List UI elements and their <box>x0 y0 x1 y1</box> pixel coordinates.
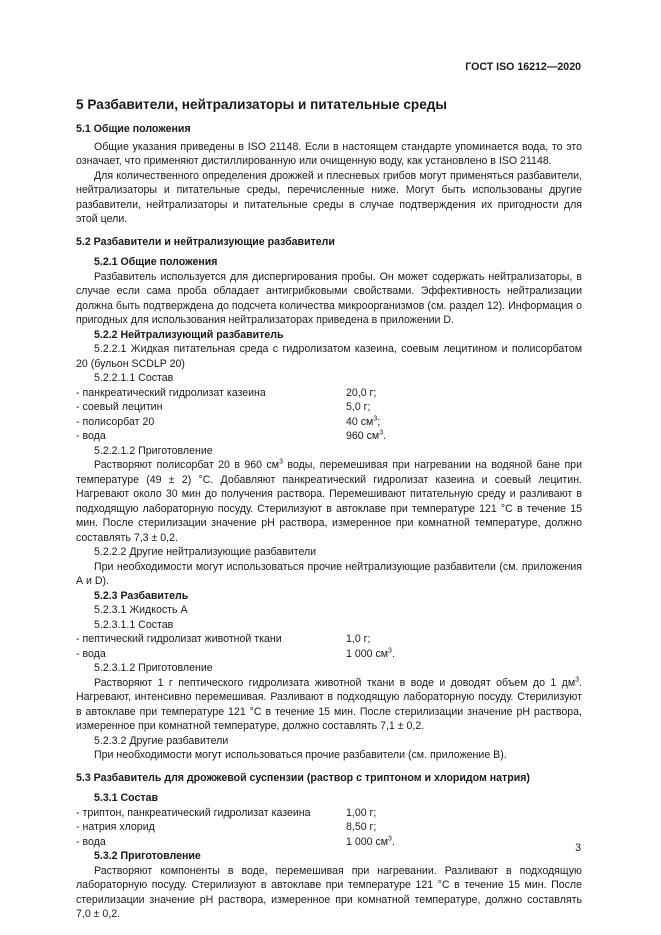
ingredient-name: - вода <box>76 835 106 848</box>
unit-superscript: 3 <box>373 414 378 422</box>
page-number: 3 <box>575 841 581 854</box>
section-5-1-title: 5.1 Общие положения <box>76 123 191 135</box>
composition-row <box>76 647 582 662</box>
ingredient-name: - панкреатический гидролизат казеина <box>76 386 266 399</box>
section-5-1-paragraph-2: Для количественного определения дрожжей и плесневых грибов могут применяться разбавители, нейтрализаторы и питательные среды, перечисленные ниже. Могут быть использованы другие разбавители, нейтрализаторы и питательные среды в случае подтверждения их пригодности для этой цели. <box>76 169 582 225</box>
section-5-2-2-1-1-title: 5.2.2.1.1 Состав <box>94 372 174 384</box>
ingredient-amount: 20,0 г; <box>346 386 377 399</box>
preparation-paragraph-1 <box>76 458 582 545</box>
ingredient-amount: 960 см <box>346 430 380 442</box>
section-5-2-2-2-paragraph: При необходимости могут использоваться прочие нейтрализующие разбавители (см. приложения А и D). <box>76 560 582 587</box>
amount-punctuation: . <box>391 647 395 660</box>
ingredient-amount: 5,0 г; <box>346 401 371 413</box>
prep-text-a: Растворяют полисорбат 20 в 960 см <box>94 459 280 471</box>
page-content <box>76 88 582 922</box>
composition-row <box>76 400 582 415</box>
ingredient-name: - соевый лецитин <box>76 401 163 413</box>
ingredient-amount-group <box>346 835 395 850</box>
section-5-2-1-title: 5.2.1 Общие положения <box>94 256 218 268</box>
ingredient-name: - пептический гидролизат животной ткани <box>76 633 282 645</box>
prep-text-a: Растворяют 1 г пептического гидролизата животной ткани в воде и доводят объем до 1 дм <box>94 676 576 689</box>
section-5-2-3-1-2-title: 5.2.3.1.2 Приготовление <box>94 662 213 674</box>
ingredient-amount: 8,50 г; <box>346 821 377 833</box>
ingredient-amount-group <box>346 415 380 430</box>
composition-row <box>76 632 582 647</box>
preparation-paragraph-2 <box>76 676 582 734</box>
composition-list-3 <box>76 806 582 850</box>
composition-row <box>76 429 582 444</box>
amount-punctuation: ; <box>377 415 381 428</box>
section-5-1-paragraph-1: Общие указания приведены в ISO 21148. Если в настоящем стандарте упоминается вода, то это означает, что применяют дистиллированную или очищенную воду, как установлено в ISO 21148. <box>76 140 582 167</box>
section-5-2-2-title: 5.2.2 Нейтрализующий разбавитель <box>94 328 284 341</box>
section-5-2-title: 5.2 Разбавители и нейтрализующие разбавители <box>76 235 335 248</box>
ingredient-amount: 1,0 г; <box>346 633 371 645</box>
section-5-2-2-1-paragraph: 5.2.2.1 Жидкая питательная среда с гидролизатом казеина, соевым лецитином и полисорбатом 20 (бульон SCDLP 20) <box>76 343 582 370</box>
composition-list-1 <box>76 386 582 444</box>
composition-row <box>76 415 582 430</box>
section-5-2-1-paragraph: Разбавитель используется для диспергирования пробы. Он может содержать нейтрализаторы, в случае если сама проба обладает антигрибковыми свойствами. Эффективность нейтрализации должна быть подтверждена до подсчета количества микроорганизмов (см. раздел 12). Информация о пригодных для использования нейтрализаторах приведена в приложении D. <box>76 270 582 326</box>
ingredient-name: - вода <box>76 647 106 660</box>
section-5-2-3-title: 5.2.3 Разбавитель <box>94 589 189 602</box>
prep-text-b: воды, перемешивая при нагревании на водяной бане при температуре (49 ± 2) °С. Добавляют панкреатический гидролизат казеина и соевый лецитин. Нагревают около 30 мин до получения раствора. Перемешивают питательную среду и разливают в подходящую лабораторную посуду. Стерилизуют в автоклаве при температуре 121 °С в течение 15 мин. После стерилизации значение рН раствора, измеренное при комнатной температуре, должно составлять 7,3 ± 0,2. <box>76 459 582 544</box>
section-5-title: 5 Разбавители, нейтрализаторы и питательные среды <box>76 97 448 112</box>
ingredient-name: - вода <box>76 430 106 442</box>
ingredient-amount-group <box>346 429 386 444</box>
unit-superscript: 3 <box>379 429 384 437</box>
section-5-3-2-paragraph: Растворяют компоненты в воде, перемешивая при нагревании. Разливают в подходящую лабораторную посуду. Стерилизуют в автоклаве при температуре 121 °С в течение 15 мин. После стерилизации значение рН раствора, измеренное при комнатной температуре, должно составлять 7,0 ± 0,2. <box>76 864 582 920</box>
document-header-id: ГОСТ ISO 16212—2020 <box>465 61 581 73</box>
ingredient-amount-group <box>346 647 395 662</box>
ingredient-name: - полисорбат 20 <box>76 415 155 428</box>
section-5-3-1-title: 5.3.1 Состав <box>94 792 158 804</box>
ingredient-amount: 1 000 см <box>346 647 389 660</box>
composition-row <box>76 835 582 850</box>
ingredient-name: - натрия хлорид <box>76 821 155 833</box>
section-5-2-3-1-title: 5.2.3.1 Жидкость А <box>94 604 188 616</box>
ingredient-amount: 40 см <box>346 415 374 428</box>
section-5-2-2-1-2-title: 5.2.2.1.2 Приготовление <box>94 444 213 457</box>
section-5-2-3-2-paragraph: При необходимости могут использоваться прочие разбавители (см. приложение В). <box>94 749 507 761</box>
composition-list-2 <box>76 632 582 661</box>
composition-row <box>76 806 582 821</box>
section-5-2-3-2-title: 5.2.3.2 Другие разбавители <box>94 734 229 747</box>
unit-superscript: 3 <box>388 834 392 842</box>
section-5-3-2-title: 5.3.2 Приготовление <box>94 850 201 862</box>
ingredient-name: - триптон, панкреатический гидролизат казеина <box>76 806 311 819</box>
unit-superscript: 3 <box>279 458 283 466</box>
section-5-3-title: 5.3 Разбавитель для дрожжевой суспензии (раствор с триптоном и хлоридом натрия) <box>76 771 530 784</box>
unit-superscript: 3 <box>575 675 580 683</box>
composition-row <box>76 820 582 835</box>
composition-row <box>76 386 582 401</box>
amount-punctuation: . <box>383 430 387 442</box>
ingredient-amount: 1,00 г; <box>346 806 377 819</box>
unit-superscript: 3 <box>388 646 392 654</box>
section-5-2-3-1-1-title: 5.2.3.1.1 Состав <box>94 618 174 631</box>
amount-punctuation: . <box>391 835 395 848</box>
ingredient-amount: 1 000 см <box>346 835 389 848</box>
prep-text-b: . Нагревают, интенсивно перемешивая. Разливают в подходящую лабораторную посуду. Стерилизуют в автоклаве при температуре 121 °С в течение 15 мин. После стерилизации значение рН раствора, измеренное при комнатной температуре, должно составлять 7,1 ± 0,2. <box>76 676 582 732</box>
section-5-2-2-2-title: 5.2.2.2 Другие нейтрализующие разбавители <box>94 546 317 558</box>
